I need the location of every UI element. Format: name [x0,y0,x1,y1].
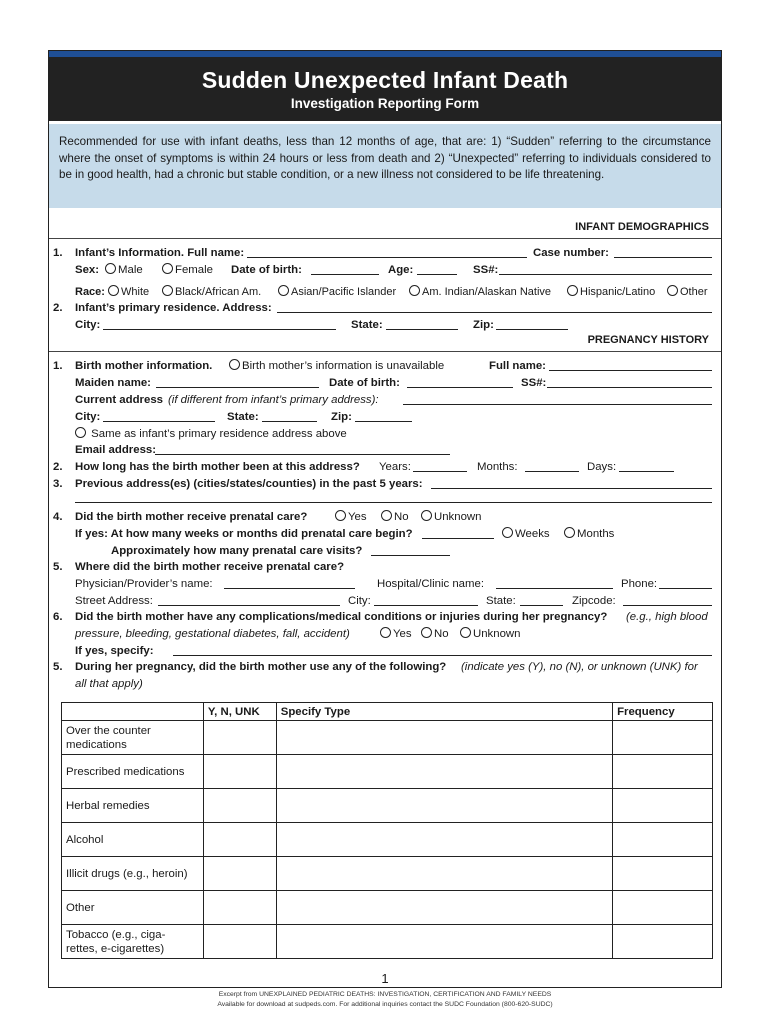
question-number: 3. [53,478,63,490]
form-page [48,50,722,988]
mother-info-unavailable-option[interactable] [227,359,444,374]
frequency-cell[interactable] [613,789,713,823]
ynunk-cell[interactable] [203,721,276,755]
specify-type-cell[interactable] [276,857,612,891]
radio-icon [229,359,240,370]
maiden-name-label: Maiden name: [75,377,151,389]
substance-use-table [61,702,713,959]
mother-ssn-label: SS#: [521,377,547,389]
specify-type-cell[interactable] [276,789,612,823]
option-label: No [394,511,409,523]
radio-icon [381,510,392,521]
row-label-line: rettes, e-cigarettes) [66,942,165,955]
option-label: Unknown [473,628,521,640]
if-yes-specify-label: If yes, specify: [75,645,154,657]
race-option-hispanic[interactable] [565,285,655,300]
complications-no-option[interactable] [419,627,449,642]
option-label: White [121,286,150,298]
case-number-label: Case number: [533,247,609,259]
provider-city-field[interactable] [374,594,478,606]
question-number: 1. [53,247,63,259]
table-row [62,789,713,823]
zip-label: Zip: [473,319,494,331]
row-label-line: medications [66,738,127,751]
frequency-cell[interactable] [613,925,713,959]
table-row [62,925,713,959]
prenatal-care-label: Did the birth mother receive prenatal care? [75,511,308,523]
row-label-line: Tobacco (e.g., ciga- [66,928,166,941]
race-option-other[interactable] [665,285,708,300]
specify-type-cell[interactable] [276,925,612,959]
radio-icon [335,510,346,521]
row-label: Alcohol [62,823,204,857]
mother-ssn-field[interactable] [547,376,712,388]
sex-label: Sex: [75,264,100,276]
option-label: Birth mother’s information is unavailable [242,360,445,372]
form-title: Sudden Unexpected Infant Death [201,67,569,93]
question-number: 2. [53,461,63,473]
question-number: 6. [53,611,63,623]
question-number: 4. [53,511,63,523]
age-label: Age: [388,264,414,276]
years-field[interactable] [413,460,467,472]
option-label: Am. Indian/Alaskan Native [422,286,552,298]
table-row [62,721,713,755]
complications-specify-field[interactable] [173,644,712,656]
street-field[interactable] [158,594,340,606]
residence-address-field[interactable] [277,301,712,313]
physician-field[interactable] [224,577,355,589]
city-label: City: [75,411,101,423]
specify-type-cell[interactable] [276,721,612,755]
prenatal-yes-option[interactable] [333,510,367,525]
ynunk-cell[interactable] [203,925,276,959]
option-label: Weeks [515,528,550,540]
radio-icon [105,263,116,274]
current-address-label: Current address [75,394,163,406]
race-option-asian[interactable] [276,285,396,300]
page-number: 1 [381,971,389,986]
email-field[interactable] [155,443,450,455]
row-label [62,721,204,755]
current-address-field[interactable] [403,393,712,405]
column-header: Specify Type [276,703,612,721]
prenatal-unknown-option[interactable] [419,510,482,525]
radio-icon [380,627,391,638]
substance-use-label: During her pregnancy, did the birth mother use any of the following? [75,661,447,673]
previous-address-label: Previous address(es) (cities/states/counties) in the past 5 years: [75,478,423,490]
street-label: Street Address: [75,595,153,607]
radio-icon [502,527,513,538]
state-label: State: [227,411,259,423]
option-label: Female [175,264,213,276]
same-as-infant-option[interactable] [73,427,347,442]
prenatal-weeks-option[interactable] [500,527,550,542]
frequency-cell[interactable] [613,891,713,925]
column-header: Frequency [613,703,713,721]
radio-icon [108,285,119,296]
complications-unknown-option[interactable] [458,627,521,642]
radio-icon [421,627,432,638]
option-label: Same as infant’s primary residence address above [91,428,347,440]
mother-state-field[interactable] [262,410,317,422]
previous-address-field-line-2[interactable] [75,502,712,503]
case-number-field[interactable] [614,246,712,258]
radio-icon [667,285,678,296]
state-label: State: [486,595,516,607]
section-heading-demographics: INFANT DEMOGRAPHICS [575,221,709,233]
months-label: Months: [477,461,518,473]
option-label: Yes [393,628,412,640]
mother-city-field[interactable] [103,410,215,422]
city-label: City: [75,319,101,331]
question-number: 1. [53,360,63,372]
mother-full-name-label: Full name: [489,360,546,372]
column-header: Y, N, UNK [203,703,276,721]
mother-dob-label: Date of birth: [329,377,400,389]
prenatal-visits-label: Approximately how many prenatal care visits? [111,545,363,557]
table-row [62,823,713,857]
option-label: Months [577,528,615,540]
frequency-cell[interactable] [613,721,713,755]
prenatal-start-field[interactable] [422,527,494,539]
question-number: 2. [53,302,63,314]
how-long-label: How long has the birth mother been at this address? [75,461,360,473]
prenatal-start-label: If yes: At how many weeks or months did prenatal care begin? [75,528,413,540]
zip-label: Zip: [331,411,352,423]
radio-icon [567,285,578,296]
row-label: Other [62,891,204,925]
maiden-name-field[interactable] [156,376,319,388]
radio-icon [460,627,471,638]
previous-address-field[interactable] [431,477,712,489]
mother-zip-field[interactable] [355,410,412,422]
zipcode-label: Zipcode: [572,595,616,607]
phone-field[interactable] [659,577,712,589]
hospital-field[interactable] [496,577,613,589]
table-row [62,755,713,789]
question-number: 5. [53,561,63,573]
row-label [62,925,204,959]
infant-name-field[interactable] [247,246,527,258]
frequency-cell[interactable] [613,857,713,891]
table-row [62,891,713,925]
specify-type-cell[interactable] [276,755,612,789]
current-address-note: (if different from infant’s primary address): [168,394,379,406]
option-label: Hispanic/Latino [580,286,656,298]
complications-yes-option[interactable] [378,627,412,642]
months-field[interactable] [525,460,579,472]
phone-label: Phone: [621,578,658,590]
section-divider [49,238,721,239]
option-label: Asian/Pacific Islander [291,286,397,298]
complications-label: Did the birth mother have any complications/medical conditions or injuries during her pregnancy? [75,611,608,623]
substance-use-note-cont: all that apply) [75,678,143,690]
ssn-label: SS#: [473,264,499,276]
section-heading-pregnancy: PREGNANCY HISTORY [587,334,709,346]
row-label: Prescribed medications [62,755,204,789]
provider-zip-field[interactable] [623,594,712,606]
row-label-line: Over the counter [66,724,151,737]
ynunk-cell[interactable] [203,823,276,857]
age-field[interactable] [417,263,457,275]
form-header [49,57,721,121]
option-label: Unknown [434,511,482,523]
frequency-cell[interactable] [613,823,713,857]
race-option-black[interactable] [160,285,261,300]
row-label: Herbal remedies [62,789,204,823]
race-option-native[interactable] [407,285,551,300]
mother-info-label: Birth mother information. [75,360,213,372]
prenatal-where-label: Where did the birth mother receive prenatal care? [75,561,345,573]
option-label: Male [118,264,143,276]
footer-line-2: Available for download at sudpeds.com. For additional inquiries contact the SUDC Foundation (800-620-SUDC) [217,1001,553,1008]
physician-label: Physician/Provider’s name: [75,578,213,590]
days-label: Days: [587,461,617,473]
specify-type-cell[interactable] [276,891,612,925]
race-label: Race: [75,286,105,298]
radio-icon [162,263,173,274]
provider-state-field[interactable] [520,594,563,606]
sex-male-option[interactable] [103,263,143,278]
city-label: City: [348,595,371,607]
radio-icon [564,527,575,538]
days-field[interactable] [619,460,674,472]
question-number: 5. [53,661,63,673]
email-label: Email address: [75,444,157,456]
dob-label: Date of birth: [231,264,302,276]
mother-dob-field[interactable] [407,376,513,388]
substance-use-note: (indicate yes (Y), no (N), or unknown (UNK) for [461,661,698,673]
state-label: State: [351,319,383,331]
option-label: Other [680,286,708,298]
ynunk-cell[interactable] [203,891,276,925]
race-option-white[interactable] [106,285,149,300]
zip-field[interactable] [496,318,568,330]
complications-examples: (e.g., high blood [626,611,708,623]
city-field[interactable] [103,318,336,330]
sex-female-option[interactable] [160,263,213,278]
row-label: Illicit drugs (e.g., heroin) [62,857,204,891]
prenatal-visits-field[interactable] [371,544,450,556]
ynunk-cell[interactable] [203,755,276,789]
radio-icon [75,427,86,438]
specify-type-cell[interactable] [276,823,612,857]
option-label: Black/African Am. [175,286,262,298]
radio-icon [162,285,173,296]
form-subtitle: Investigation Reporting Form [290,96,480,111]
intro-text: Recommended for use with infant deaths, less than 12 months of age, that are: 1) “Sudden” referring to the circumstance where the onset of symptoms is within 24 hours or less from death and 2) “Unexpected” referring to individuals considered to be in good health, had a chronic but stable condition, or a new illness not considered to be life threatening. [49,124,721,208]
prenatal-no-option[interactable] [379,510,409,525]
years-label: Years: [379,461,411,473]
mother-full-name-field[interactable] [549,359,712,371]
radio-icon [421,510,432,521]
option-label: Yes [348,511,367,523]
ynunk-cell[interactable] [203,857,276,891]
state-field[interactable] [386,318,458,330]
footer-line-1: Excerpt from UNEXPLAINED PEDIATRIC DEATHS: INVESTIGATION, CERTIFICATION AND FAMILY NEEDS [218,991,552,998]
table-row [62,857,713,891]
dob-field[interactable] [311,263,379,275]
ynunk-cell[interactable] [203,789,276,823]
infant-name-label: Infant’s Information. Full name: [75,247,245,259]
radio-icon [409,285,420,296]
ssn-field[interactable] [499,263,712,275]
radio-icon [278,285,289,296]
option-label: No [434,628,449,640]
column-header [62,703,204,721]
table-header-row [62,703,713,721]
complications-examples-cont: pressure, bleeding, gestational diabetes, fall, accident) [75,628,350,640]
prenatal-months-option[interactable] [562,527,614,542]
hospital-label: Hospital/Clinic name: [377,578,484,590]
section-divider [49,351,721,352]
frequency-cell[interactable] [613,755,713,789]
residence-address-label: Infant’s primary residence. Address: [75,302,272,314]
